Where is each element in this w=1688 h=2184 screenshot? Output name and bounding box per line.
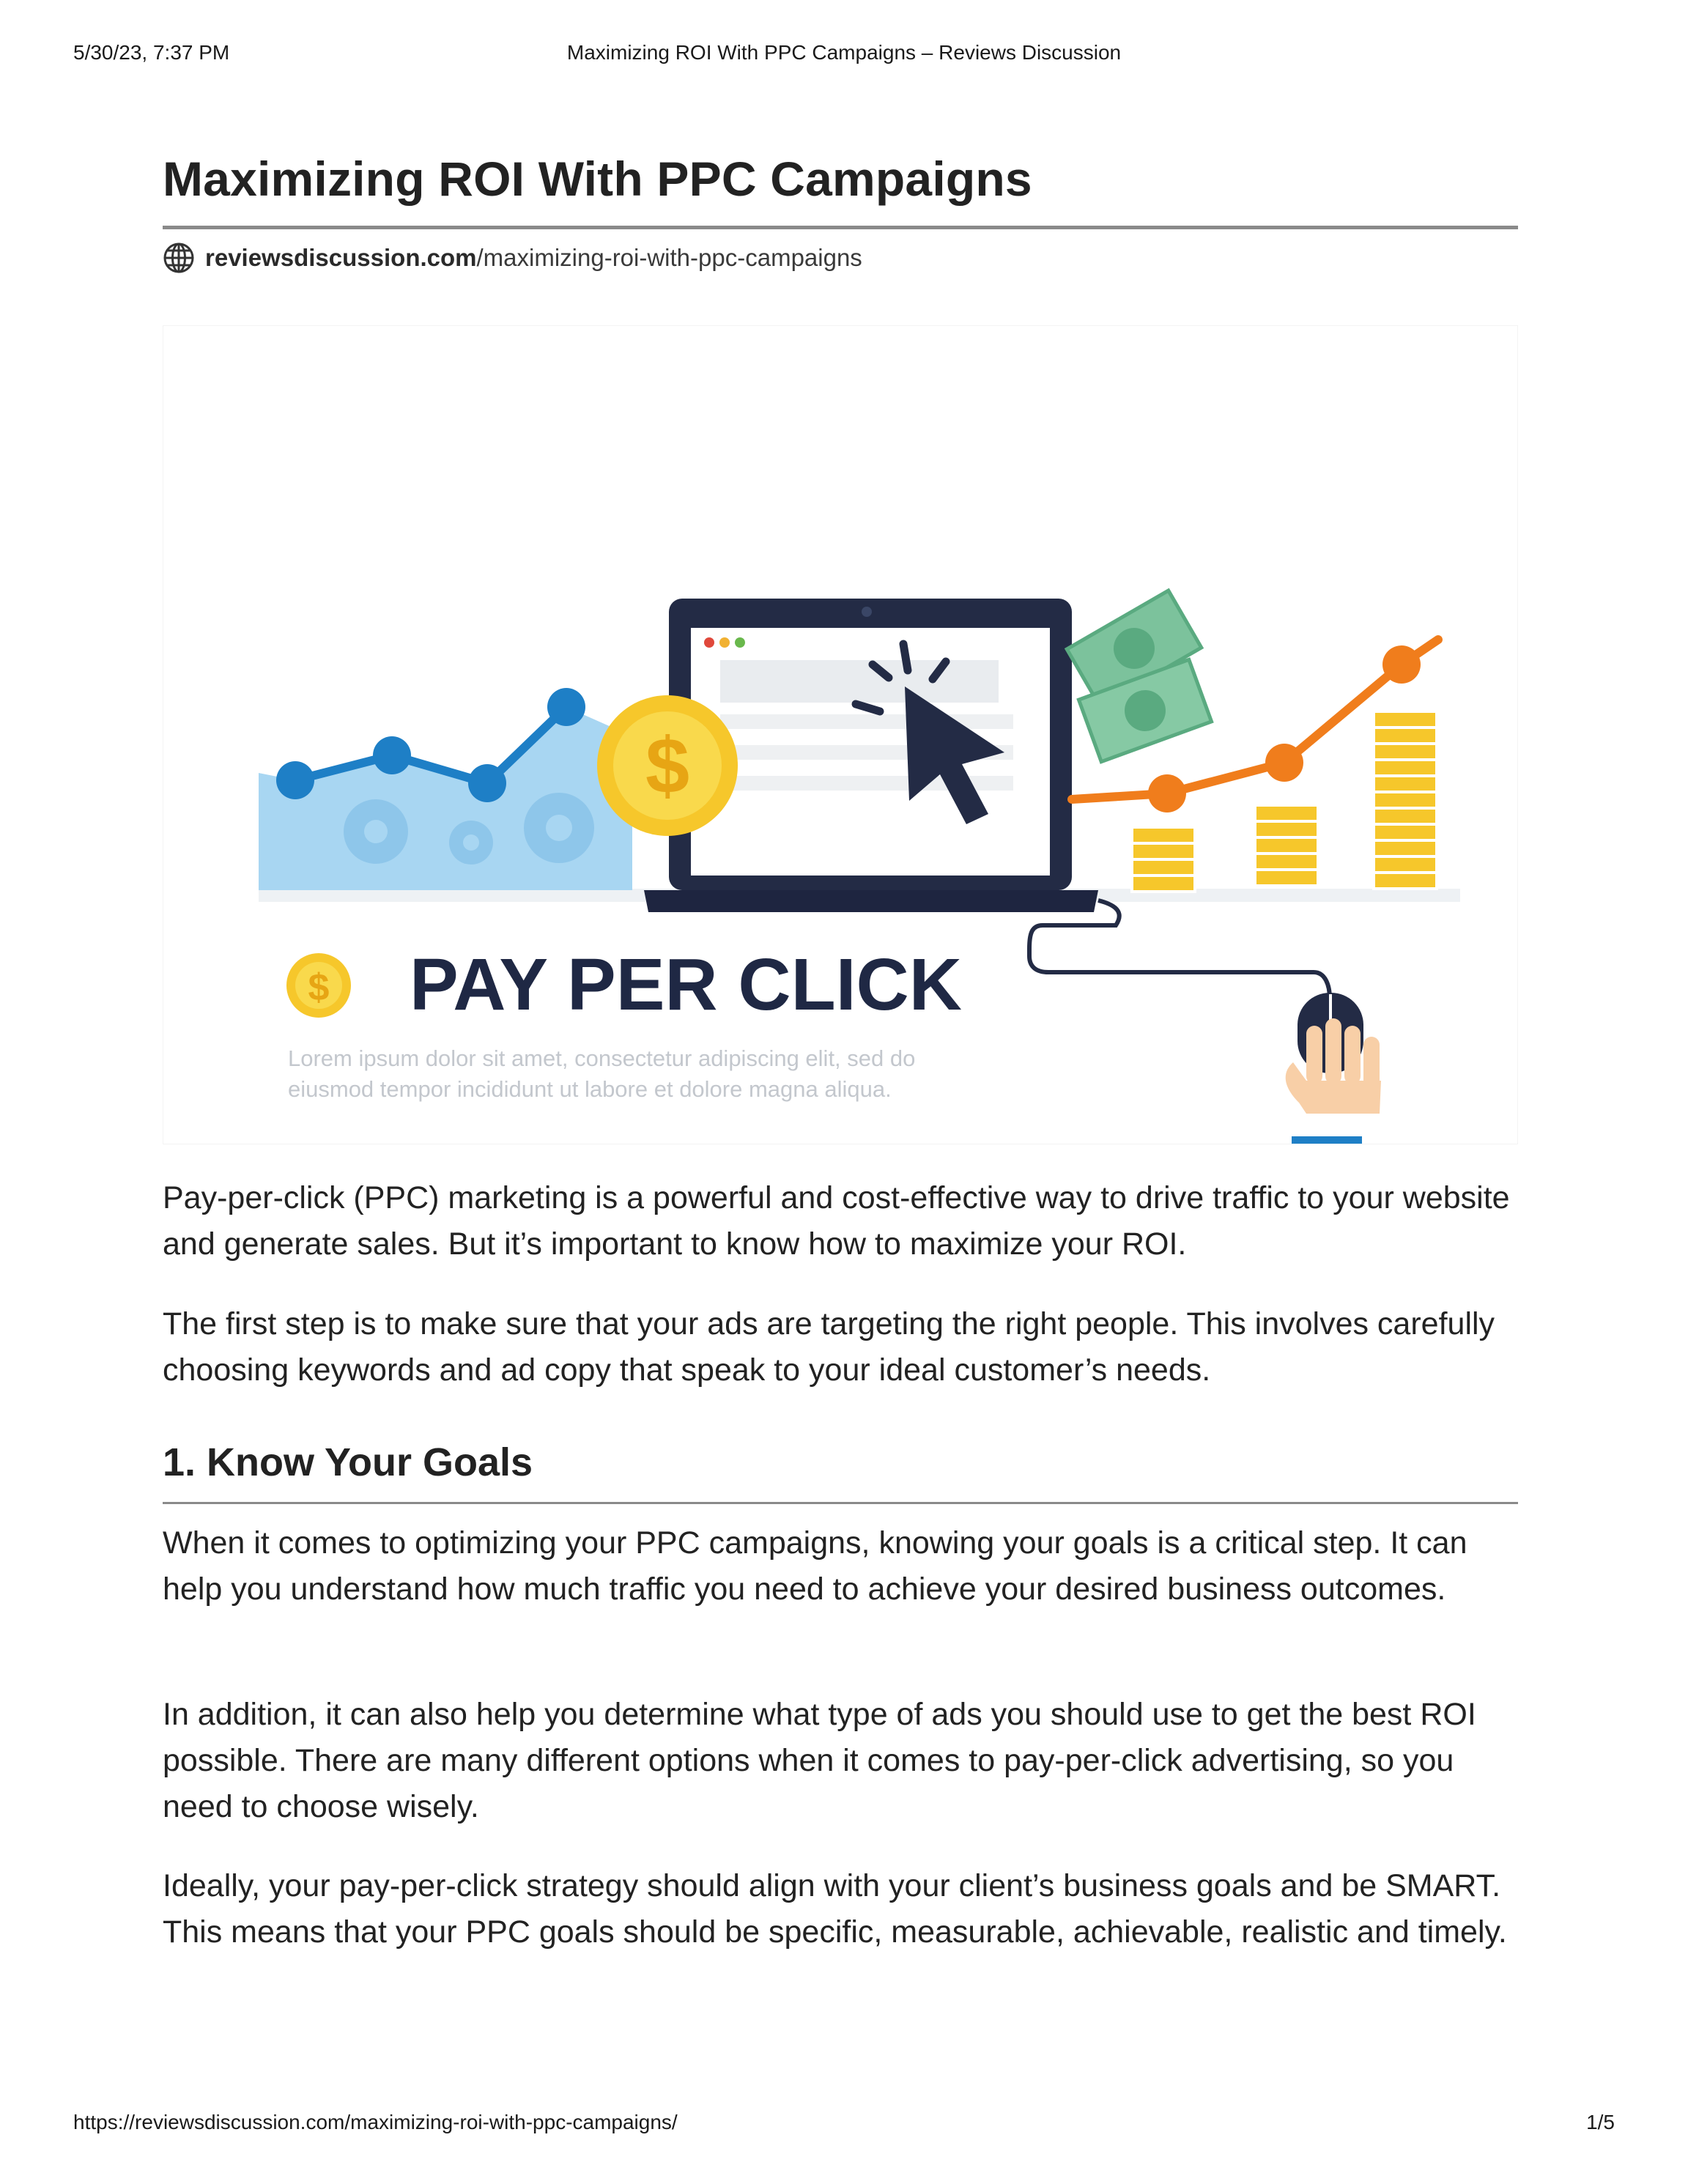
source-link[interactable] xyxy=(163,240,862,275)
headline-coin-symbol: $ xyxy=(308,966,330,1009)
pay-per-click-headline: PAY PER CLICK xyxy=(410,944,962,1026)
intro-paragraph-1: Pay-per-click (PPC) marketing is a powerful and cost-effective way to drive traffic to your website and generate sales. But it’s important to know how to maximize your ROI. xyxy=(163,1180,1510,1262)
source-domain: reviewsdiscussion.com xyxy=(205,244,477,271)
title-divider xyxy=(163,226,1518,229)
laptop-base xyxy=(644,890,1098,912)
money-bills-icon xyxy=(1067,591,1211,762)
section-heading-know-your-goals: 1. Know Your Goals xyxy=(163,1440,533,1484)
globe-icon xyxy=(163,242,195,274)
intro-paragraph-2: The first step is to make sure that your ads are targeting the right people. This involves carefully choosing keywords and ad copy that speak to your ideal customer’s needs. xyxy=(163,1306,1495,1388)
hero-image xyxy=(163,325,1518,1144)
mouse-cable xyxy=(1029,900,1330,999)
browser-bar xyxy=(720,660,999,703)
print-url: https://reviewsdiscussion.com/maximizing-roi-with-ppc-campaigns/ xyxy=(73,2111,678,2133)
coin-dollar-sign: $ xyxy=(645,721,690,810)
print-footer xyxy=(73,2111,1615,2134)
page-number: 1/5 xyxy=(1586,2111,1615,2133)
article-title: Maximizing ROI With PPC Campaigns xyxy=(163,152,1032,206)
print-date: 5/30/23, 7:37 PM xyxy=(73,41,230,64)
print-header xyxy=(73,41,1615,67)
sleeve-cuff xyxy=(1292,1136,1362,1144)
section-paragraph-3: Ideally, your pay-per-click strategy should align with your client’s business goals and be SMART. This means that your PPC goals should be specific, measurable, achievable, realistic and timely. xyxy=(163,1868,1507,1950)
browser-row xyxy=(720,714,1013,729)
webcam-dot xyxy=(862,607,872,617)
section-paragraph-1: When it comes to optimizing your PPC campaigns, knowing your goals is a critical step. It can help you understand how much traffic you need to achieve your desired business outcomes. xyxy=(163,1525,1467,1607)
hero-caption-line-2: eiusmod tempor incididunt ut labore et dolore magna aliqua. xyxy=(288,1076,892,1102)
source-path: /maximizing-roi-with-ppc-campaigns xyxy=(476,244,862,271)
hero-caption-line-1: Lorem ipsum dolor sit amet, consectetur adipiscing elit, sed do xyxy=(288,1045,916,1071)
pay-per-click-illustration xyxy=(163,326,1519,1145)
print-page-title: Maximizing ROI With PPC Campaigns – Reviews Discussion xyxy=(566,41,1122,64)
section-divider xyxy=(163,1502,1518,1504)
section-paragraph-2: In addition, it can also help you determine what type of ads you should use to get the best ROI possible. There are many different options when it comes to pay-per-click advertising, so you need to choose wisely. xyxy=(163,1697,1476,1824)
browser-dots xyxy=(704,637,745,648)
